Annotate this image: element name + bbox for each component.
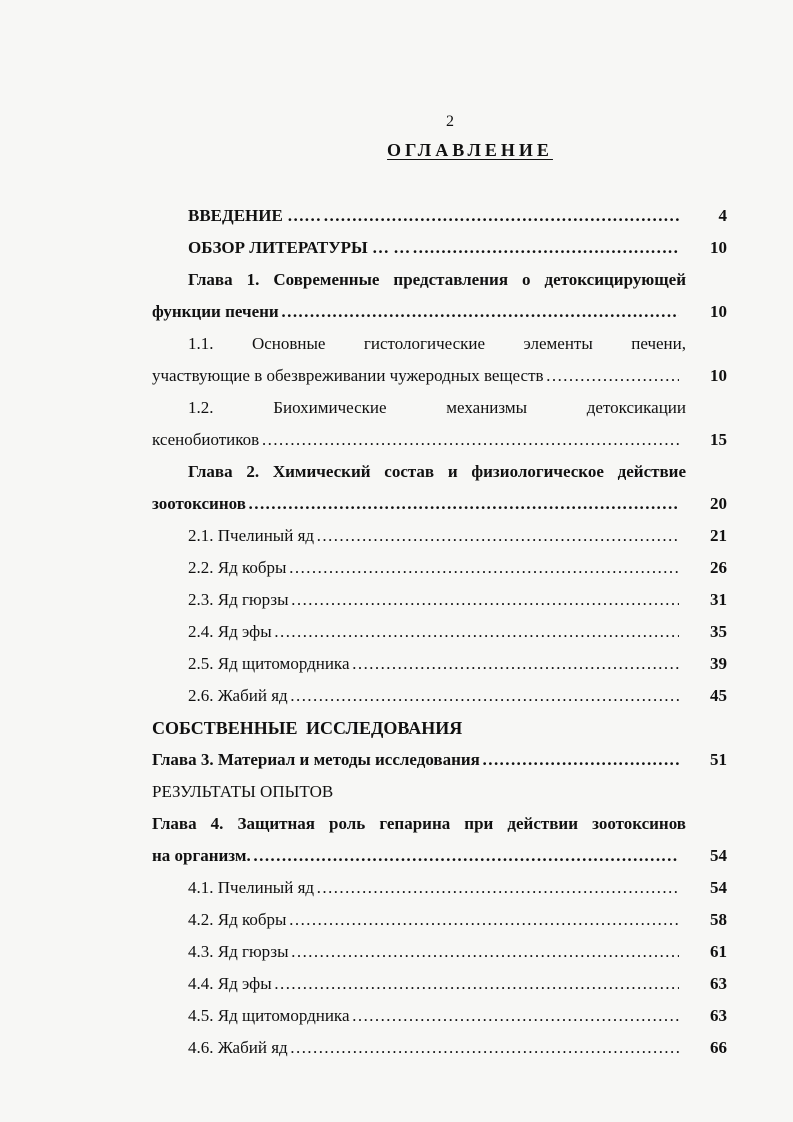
toc-section-text: СОБСТВЕННЫЕ ИССЛЕДОВАНИЯ	[152, 718, 463, 738]
toc-entry-text: 2.6. Жабий яд	[188, 686, 288, 705]
toc-entry-text: 4.3. Яд гюрзы	[188, 942, 289, 961]
toc-entry-page: 66	[710, 1038, 727, 1057]
dot-leader	[482, 744, 679, 776]
toc-entry-4-6[interactable]	[152, 1032, 727, 1064]
toc-entry-text: 2.2. Яд кобры	[188, 558, 287, 577]
toc-entry-1-2[interactable]	[152, 392, 727, 456]
toc-section-text: РЕЗУЛЬТАТЫ ОПЫТОВ	[152, 782, 334, 801]
toc-entry-text: 4.6. Жабий яд	[188, 1038, 288, 1057]
dot-leader	[281, 296, 679, 328]
dot-leader	[291, 936, 679, 968]
dot-leader	[274, 616, 679, 648]
toc-entry-text: функции печени	[152, 302, 279, 321]
toc-entry-page: 10	[710, 238, 727, 257]
toc-entry-chapter-4[interactable]	[152, 808, 727, 872]
toc-entry-line1: Глава 4. Защитная роль гепарина при действии зоотоксинов	[152, 814, 686, 833]
toc-entry-page: 45	[710, 686, 727, 705]
dot-leader	[316, 520, 679, 552]
toc-entry-text: ВВЕДЕНИЕ ……	[188, 206, 322, 225]
dot-leader	[351, 1000, 679, 1032]
dot-leader	[274, 968, 679, 1000]
toc-entry-text: 2.5. Яд щитомордника	[188, 654, 350, 673]
toc-section-own-research[interactable]	[152, 712, 727, 744]
toc-section-results[interactable]	[152, 776, 727, 808]
toc-entry-4-2[interactable]	[152, 904, 727, 936]
toc-entry-page: 4	[718, 206, 727, 225]
dot-leader	[316, 872, 679, 904]
toc-entry-line1: 1.1. Основные гистологические элементы печени,	[188, 334, 686, 353]
toc-entry-text: 4.2. Яд кобры	[188, 910, 287, 929]
toc-entry-2-5[interactable]	[152, 648, 727, 680]
toc-entry-line1: 1.2. Биохимические механизмы детоксикации	[188, 398, 686, 417]
toc-entry-page: 31	[710, 590, 727, 609]
toc-entry-2-3[interactable]	[152, 584, 727, 616]
toc-entry-page: 35	[710, 622, 727, 641]
toc-title: ОГЛАВЛЕНИЕ	[387, 140, 553, 160]
toc-entry-page: 20	[710, 494, 727, 513]
toc-entry-text: ксенобиотиков	[152, 430, 260, 449]
toc-entry-4-4[interactable]	[152, 968, 727, 1000]
dot-leader	[261, 424, 679, 456]
toc-entry-text: 4.1. Пчелиный яд	[188, 878, 315, 897]
toc-entry-text: Глава 3. Материал и методы исследования	[152, 750, 480, 769]
toc-entry-2-1[interactable]	[152, 520, 727, 552]
toc-entry-introduction[interactable]	[152, 200, 727, 232]
dot-leader	[288, 904, 679, 936]
toc-entry-page: 54	[710, 846, 727, 865]
table-of-contents	[152, 200, 727, 1064]
toc-entry-text: 4.5. Яд щитомордника	[188, 1006, 350, 1025]
toc-entry-line1: Глава 2. Химический состав и физиологическое действие	[188, 462, 686, 481]
toc-entry-line1: Глава 1. Современные представления о детоксицирующей	[188, 270, 686, 289]
toc-entry-text: 2.1. Пчелиный яд	[188, 526, 315, 545]
toc-entry-text: зоотоксинов	[152, 494, 246, 513]
page-number: 2	[446, 113, 454, 130]
toc-entry-4-5[interactable]	[152, 1000, 727, 1032]
toc-entry-text: ОБЗОР ЛИТЕРАТУРЫ … …	[188, 238, 411, 257]
toc-entry-4-3[interactable]	[152, 936, 727, 968]
dot-leader	[288, 552, 679, 584]
dot-leader	[290, 1032, 679, 1064]
toc-entry-text: участвующие в обезвреживании чужеродных веществ	[152, 366, 544, 385]
toc-entry-page: 39	[710, 654, 727, 673]
dot-leader	[291, 584, 679, 616]
toc-entry-1-1[interactable]	[152, 328, 727, 392]
toc-entry-chapter-1[interactable]	[152, 264, 727, 328]
toc-entry-text: 4.4. Яд эфы	[188, 974, 272, 993]
toc-entry-page: 10	[710, 366, 727, 385]
dot-leader	[546, 360, 679, 392]
dot-leader	[351, 648, 679, 680]
toc-entry-text: 2.3. Яд гюрзы	[188, 590, 289, 609]
toc-entry-page: 51	[710, 750, 727, 769]
toc-entry-chapter-2[interactable]	[152, 456, 727, 520]
toc-entry-page: 26	[710, 558, 727, 577]
toc-entry-2-2[interactable]	[152, 552, 727, 584]
toc-entry-page: 63	[710, 1006, 727, 1025]
toc-entry-page: 15	[710, 430, 727, 449]
toc-entry-page: 58	[710, 910, 727, 929]
toc-entry-2-4[interactable]	[152, 616, 727, 648]
toc-entry-text: 2.4. Яд эфы	[188, 622, 272, 641]
toc-entry-4-1[interactable]	[152, 872, 727, 904]
dot-leader	[253, 840, 679, 872]
dot-leader	[323, 200, 679, 232]
toc-entry-page: 54	[710, 878, 727, 897]
toc-entry-page: 10	[710, 302, 727, 321]
toc-entry-2-6[interactable]	[152, 680, 727, 712]
dot-leader	[412, 232, 679, 264]
toc-entry-page: 63	[710, 974, 727, 993]
dot-leader	[248, 488, 679, 520]
toc-entry-literature-review[interactable]	[152, 232, 727, 264]
toc-entry-text: на организм.	[152, 846, 251, 865]
dot-leader	[290, 680, 679, 712]
toc-entry-chapter-3[interactable]	[152, 744, 727, 776]
toc-entry-page: 61	[710, 942, 727, 961]
toc-entry-page: 21	[710, 526, 727, 545]
